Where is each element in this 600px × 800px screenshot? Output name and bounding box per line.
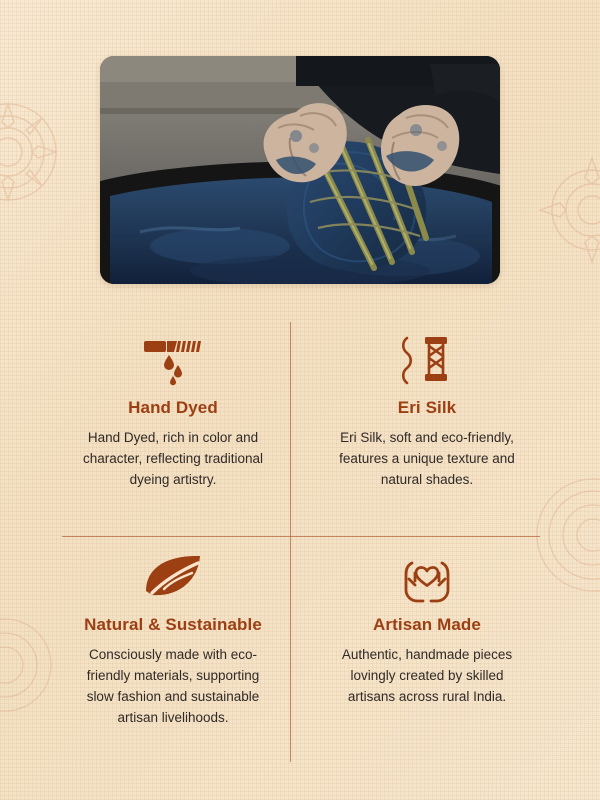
hero-image <box>100 56 500 284</box>
feature-natural-sustainable <box>60 517 300 753</box>
feature-title: Eri Silk <box>397 398 457 417</box>
feature-title: Artisan Made <box>373 614 481 634</box>
feature-description: Eri Silk, soft and eco-friendly, features a unique texture and natural shades. <box>339 430 515 487</box>
feature-hand-dyed <box>60 312 300 517</box>
feature-description: Consciously made with eco-friendly materials, supporting slow fashion and sustainable artisan livelihoods. <box>86 646 260 725</box>
hand-dyed-brush-icon <box>72 326 274 392</box>
leaf-icon <box>72 543 274 609</box>
feature-description: Hand Dyed, rich in color and character, reflecting traditional dyeing artistry. <box>82 430 264 487</box>
eri-silk-spool-icon <box>326 326 528 392</box>
feature-eri-silk <box>300 312 540 517</box>
hands-heart-icon <box>326 543 528 609</box>
mandala-ornament-icon <box>0 92 68 217</box>
feature-title: Natural & Sustainable <box>84 614 262 634</box>
feature-title: Hand Dyed <box>128 398 218 417</box>
feature-description: Authentic, handmade pieces lovingly created by skilled artisans across rural India. <box>341 646 513 704</box>
feature-grid <box>60 312 540 752</box>
feature-artisan-made <box>300 517 540 753</box>
mandala-ornament-icon <box>532 150 600 275</box>
